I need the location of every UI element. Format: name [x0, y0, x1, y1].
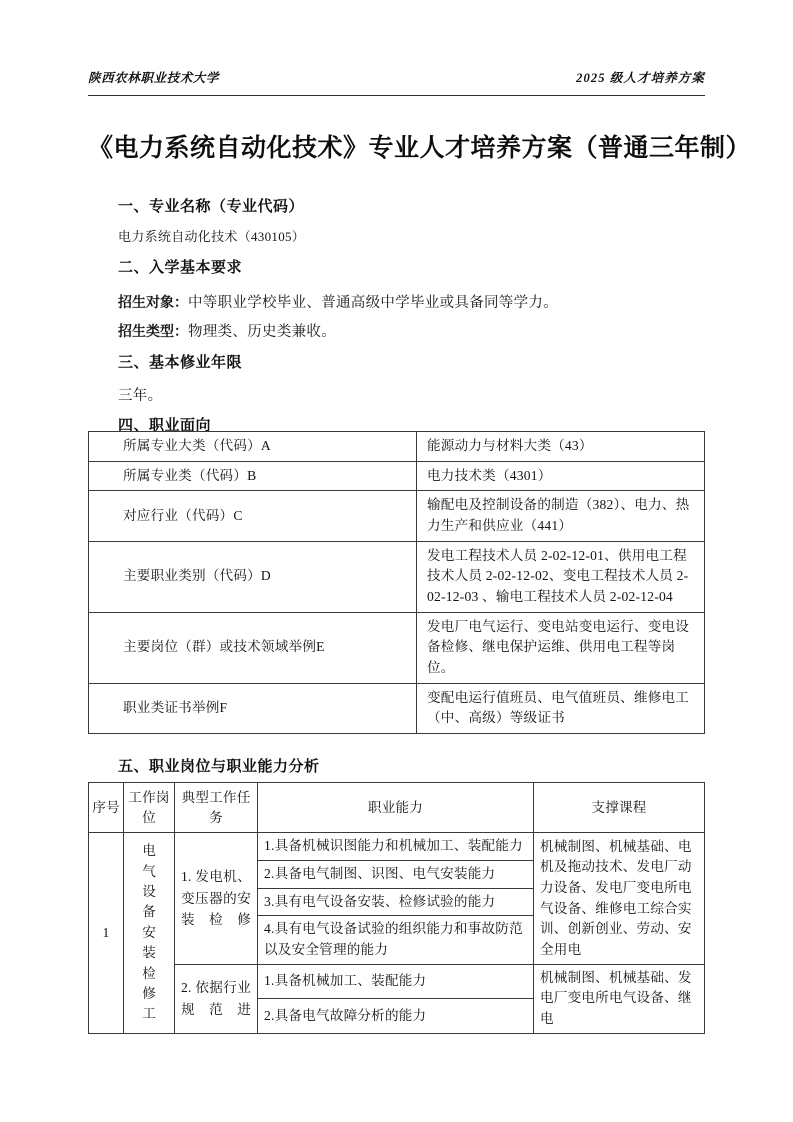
table-header-row: [89, 783, 705, 833]
section-heading-4: 四、职业面向: [118, 416, 212, 434]
ability-analysis-table: [88, 782, 705, 1034]
career-value: 变配电运行值班员、电气值班员、维修电工（中、高级）等级证书: [417, 683, 705, 733]
page-title: 《电力系统自动化技术》专业人才培养方案（普通三年制）: [88, 135, 752, 162]
career-orientation-table: [88, 431, 705, 734]
column-header-ability: 职业能力: [258, 783, 534, 833]
career-key: 职业类证书举例F: [89, 683, 417, 733]
post-char: 装: [142, 945, 156, 961]
running-header: [88, 68, 705, 86]
table-row: [89, 541, 705, 612]
post-char: 工: [142, 1006, 156, 1022]
post-char: 设: [142, 884, 156, 900]
enrollment-type-text: 物理类、历史类兼收。: [188, 324, 336, 340]
task-cell: 1. 发电机、变压器的安装检修: [175, 833, 258, 964]
table-row: [89, 432, 705, 462]
ability-item: 1.具备机械识图能力和机械加工、装配能力: [258, 833, 534, 861]
enrollment-target-text: 中等职业学校毕业、普通高级中学毕业或具备同等学力。: [188, 295, 558, 311]
post-char: 气: [142, 863, 156, 879]
running-header-right: 2025 级人才培养方案: [576, 71, 705, 85]
career-value: 发电厂电气运行、变电站变电运行、变电设备检修、继电保护运维、供用电工程等岗位。: [417, 612, 705, 683]
career-key: 主要职业类别（代码）D: [89, 541, 417, 612]
ability-item: 1.具备机械加工、装配能力: [258, 964, 534, 998]
career-value: 电力技术类（4301）: [417, 461, 705, 491]
career-key: 对应行业（代码）C: [89, 491, 417, 541]
header-rule: [88, 95, 705, 96]
table-row: [89, 491, 705, 541]
career-value: 发电工程技术人员 2-02-12-01、供用电工程技术人员 2-02-12-02、变电工程技术人员 2-02-12-03 、输电工程技术人员 2-02-12-04: [417, 541, 705, 612]
column-header-task: 典型工作任务: [175, 783, 258, 833]
post-char: 电: [142, 843, 156, 859]
table-row: [89, 833, 705, 861]
ability-item: 2.具备电气制图、识图、电气安装能力: [258, 861, 534, 889]
career-key: 所属专业大类（代码）A: [89, 432, 417, 462]
career-key: 主要岗位（群）或技术领域举例E: [89, 612, 417, 683]
section-heading-5: 五、职业岗位与职业能力分析: [118, 757, 320, 775]
table-row: [89, 612, 705, 683]
section-body-1: 电力系统自动化技术（430105）: [118, 229, 306, 244]
section-heading-3: 三、基本修业年限: [118, 353, 243, 371]
task-cell: 2. 依据行业规范进: [175, 964, 258, 1033]
career-value: 输配电及控制设备的制造（382）、电力、热力生产和供应业（441）: [417, 491, 705, 541]
post-vertical-text: [130, 841, 168, 1025]
career-key: 所属专业类（代码）B: [89, 461, 417, 491]
ability-item: 2.具备电气故障分析的能力: [258, 999, 534, 1033]
post-char: 修: [142, 986, 156, 1001]
column-header-course: 支撑课程: [534, 783, 705, 833]
table-row: [89, 461, 705, 491]
column-header-post: 工作岗位: [124, 783, 175, 833]
post-char: 备: [142, 904, 156, 920]
row-seq: 1: [89, 833, 124, 1033]
post-char: 安: [142, 924, 156, 940]
ability-item: 4.具有电气设备试验的组织能力和事故防范以及安全管理的能力: [258, 916, 534, 964]
table-row: [89, 683, 705, 733]
section-body-3: 三年。: [118, 388, 163, 404]
enrollment-type-line: [118, 320, 336, 341]
course-cell: 机械制图、机械基础、电机及拖动技术、发电厂动力设备、发电厂变电所电气设备、维修电工综合实训、创新创业、劳动、安全用电: [534, 833, 705, 964]
table-row: [89, 964, 705, 998]
column-header-seq: 序号: [89, 783, 124, 833]
enrollment-target-label: 招生对象：: [118, 295, 188, 311]
running-header-left: 陕西农林职业技术大学: [88, 71, 220, 85]
row-post: [124, 833, 175, 1033]
enrollment-type-label: 招生类型：: [118, 324, 188, 340]
career-value: 能源动力与材料大类（43）: [417, 432, 705, 462]
post-char: 检: [142, 965, 156, 981]
section-heading-2: 二、入学基本要求: [118, 258, 243, 276]
course-cell: 机械制图、机械基础、发电厂变电所电气设备、继电: [534, 964, 705, 1033]
ability-item: 3.具有电气设备安装、检修试验的能力: [258, 888, 534, 916]
enrollment-target-line: [118, 291, 558, 312]
section-heading-1: 一、专业名称（专业代码）: [118, 197, 305, 215]
